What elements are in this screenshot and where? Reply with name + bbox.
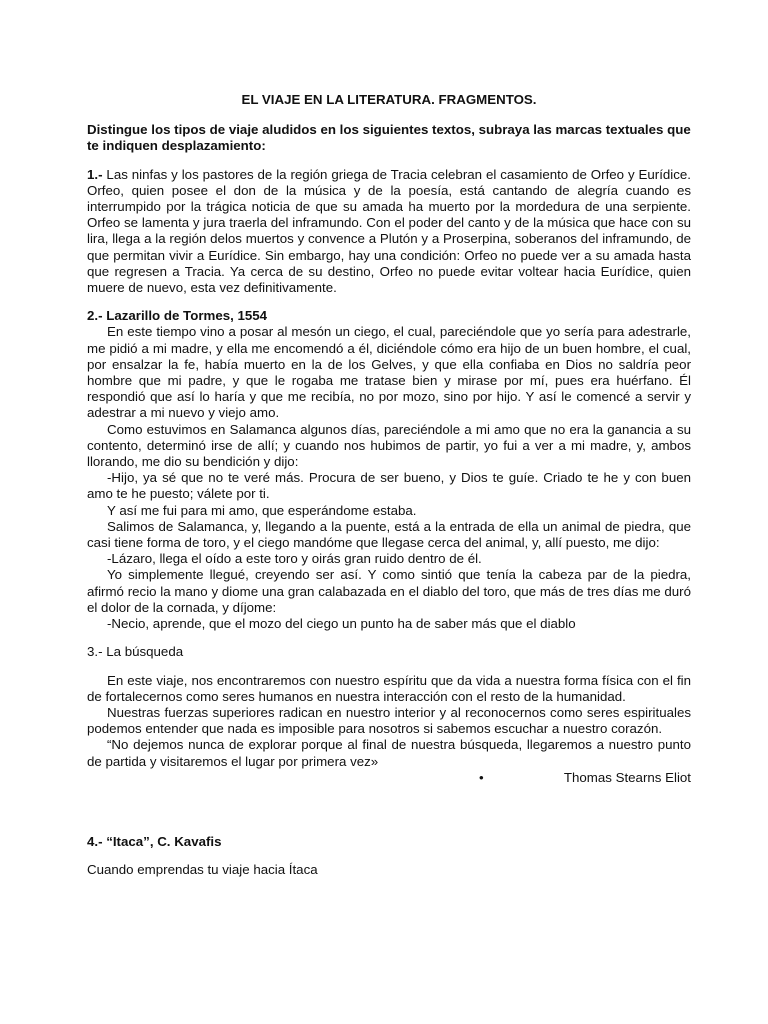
- bullet-icon: •: [479, 769, 484, 785]
- section-1-orfeo: [87, 167, 691, 297]
- section-3-heading: 3.- La búsqueda: [87, 644, 184, 660]
- paragraph: Nuestras fuerzas superiores radican en nuestro interior y al reconocernos como seres espirituales podemos entender que nada es imposible para nosotros si sabemos escuchar a nuestro corazón.: [87, 704, 691, 737]
- paragraph: -Lázaro, llega el oído a este toro y oirás gran ruido dentro de él.: [107, 551, 482, 567]
- instructions: Distingue los tipos de viaje aludidos en los siguientes textos, subraya las marcas textuales que te indiquen desplazamiento:: [87, 122, 691, 154]
- paragraph: Y así me fui para mi amo, que esperándome estaba.: [107, 502, 417, 518]
- section-2-lazarillo: [87, 308, 691, 632]
- paragraph: Como estuvimos en Salamanca algunos días, pareciéndole a mi amo que no era la ganancia a su contento, determinó irse de allí; y cuando nos hubimos de partir, yo fui a ver a mi madre, y, ambos llorando, me dio su bendición y dijo:: [87, 421, 691, 470]
- paragraph: Yo simplemente llegué, creyendo ser así. Y como sintió que tenía la cabeza par de la piedra, afirmó recio la mano y diome una gran calabazada en el diablo del toro, que más de tres días me duró el dolor de la cornada, y díjome:: [87, 567, 691, 615]
- poem-line: Cuando emprendas tu viaje hacia Ítaca: [87, 862, 318, 878]
- section-1-text: Las ninfas y los pastores de la región griega de Tracia celebran el casamiento de Orfeo y Eurídice. Orfeo, quien posee el don de la música y de la poesía, está cantando de alegría cuando es interrumpido por la trágica noticia de que su amada ha muerto por la mordedura de una serpiente. Orfeo se lamenta y jura traerla del inframundo. Con el poder del canto y de la música que hace con su lira, llega a la región delos muertos y convence a Plutón y a Proserpina, soberanos del inframundo, de que permitan vivir a Eurídice. Sin embargo, hay una condición: Orfeo no puede ver a su amada hasta que regresen a Tracia. Ya cerca de su destino, Orfeo no puede evitar voltear hacia Eurídice, quien muere de nuevo, esta vez definitivamente.: [87, 166, 691, 296]
- paragraph: En este viaje, nos encontraremos con nuestro espíritu que da vida a nuestra forma física con el fin de fortalecernos como seres humanos en nuestra interacción con el resto de la humanidad.: [87, 672, 691, 704]
- quote-author: Thomas Stearns Eliot: [563, 769, 691, 785]
- paragraph: En este tiempo vino a posar al mesón un ciego, el cual, pareciéndole que yo sería para adestrarle, me pidió a mi madre, y ella me encomendó a él, diciéndole cómo era hijo de un buen hombre, el cual, por ensalzar la fe, había muerto en la de los Gelves, y que ella confiaba en Dios no saldría peor hombre que mi padre, y que le rogaba me tratase bien y mirase por mí, pues era huérfano. Él respondió que así lo haría y que me recibía, no por mozo, sino por hijo. Y así le comencé a servir y adestrar a mi nuevo y viejo amo.: [87, 324, 691, 421]
- quote: “No dejemos nunca de explorar porque al final de nuestra búsqueda, llegaremos a nuestro punto de partida y visitaremos el lugar por primera vez»: [87, 737, 691, 769]
- paragraph: -Hijo, ya sé que no te veré más. Procura de ser bueno, y Dios te guíe. Criado te he y con buen amo te he puesto; válete por ti.: [87, 470, 691, 502]
- section-3-busqueda: [87, 644, 691, 786]
- section-4-heading: 4.- “Itaca”, C. Kavafis: [87, 833, 222, 849]
- section-1-number: 1.-: [87, 166, 103, 182]
- document-title: EL VIAJE EN LA LITERATURA. FRAGMENTOS.: [241, 92, 537, 107]
- section-2-heading: 2.- Lazarillo de Tormes, 1554: [87, 308, 268, 324]
- section-4-itaca: [87, 834, 691, 878]
- paragraph: -Necio, aprende, que el mozo del ciego un punto ha de saber más que el diablo: [107, 616, 576, 632]
- quote-attribution: [87, 770, 691, 786]
- document-page: [87, 92, 691, 878]
- paragraph: Salimos de Salamanca, y, llegando a la puente, está a la entrada de ella un animal de piedra, que casi tiene forma de toro, y el ciego mandóme que llegase cerca del animal, y, allí puesto, me dijo:: [87, 518, 691, 551]
